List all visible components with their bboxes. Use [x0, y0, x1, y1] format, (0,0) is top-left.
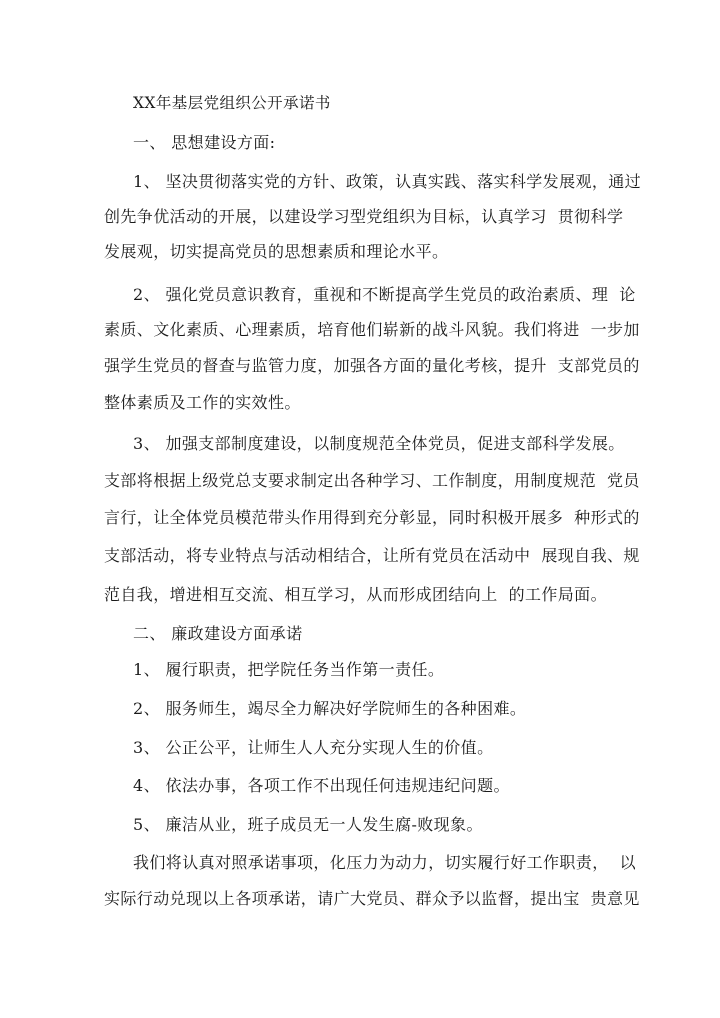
section-heading-integrity: 二、 廉政建设方面承诺	[133, 624, 303, 643]
paragraph-line: 言行，让全体党员模范带头作用得到充分彰显，同时积极开展多 种形式的	[104, 508, 640, 527]
paragraph-line: 支部活动，将专业特点与活动相结合，让所有党员在活动中 展现自我、规	[104, 546, 640, 565]
paragraph-line: 实际行动兑现以上各项承诺，请广大党员、群众予以监督，提出宝 贵意见	[104, 889, 640, 908]
paragraph-line: 支部将根据上级党总支要求制定出各种学习、工作制度，用制度规范 党员	[104, 471, 640, 490]
paragraph-line: 1、 坚决贯彻落实党的方针、政策，认真实践、落实科学发展观，通过	[133, 172, 642, 191]
list-item: 3、 公正公平，让师生人人充分实现人生的价值。	[133, 738, 494, 757]
paragraph-line: 发展观，切实提高党员的思想素质和理论水平。	[104, 242, 449, 261]
document-title: XX年基层党组织公开承诺书	[133, 94, 331, 112]
paragraph-line: 范自我，增进相互交流、相互学习，从而形成团结向上 的工作局面。	[104, 585, 607, 604]
list-item: 2、 服务师生，竭尽全力解决好学院师生的各种困难。	[133, 699, 527, 718]
list-item: 5、 廉洁从业，班子成员无一人发生腐-败现象。	[133, 815, 483, 834]
list-item: 4、 依法办事，各项工作不出现任何违规违纪问题。	[133, 776, 510, 795]
paragraph-line: 素质、文化素质、心理素质，培育他们崭新的战斗风貌。我们将进 一步加	[104, 320, 640, 339]
list-item: 1、 履行职责，把学院任务当作第一责任。	[133, 660, 445, 679]
paragraph-line: 整体素质及工作的实效性。	[104, 393, 301, 412]
section-heading-ideology: 一、 思想建设方面:	[133, 133, 276, 152]
paragraph-line: 3、 加强支部制度建设，以制度规范全体党员，促进支部科学发展。	[133, 434, 625, 453]
paragraph-line: 强学生党员的督查与监管力度，加强各方面的量化考核，提升 支部党员的	[104, 356, 640, 375]
paragraph-line: 我们将认真对照承诺事项，化压力为动力，切实履行好工作职责， 以	[133, 853, 636, 872]
paragraph-line: 2、 强化党员意识教育，重视和不断提高学生党员的政治素质、理 论	[133, 285, 636, 304]
paragraph-line: 创先争优活动的开展，以建设学习型党组织为目标，认真学习 贯彻科学	[104, 207, 624, 226]
